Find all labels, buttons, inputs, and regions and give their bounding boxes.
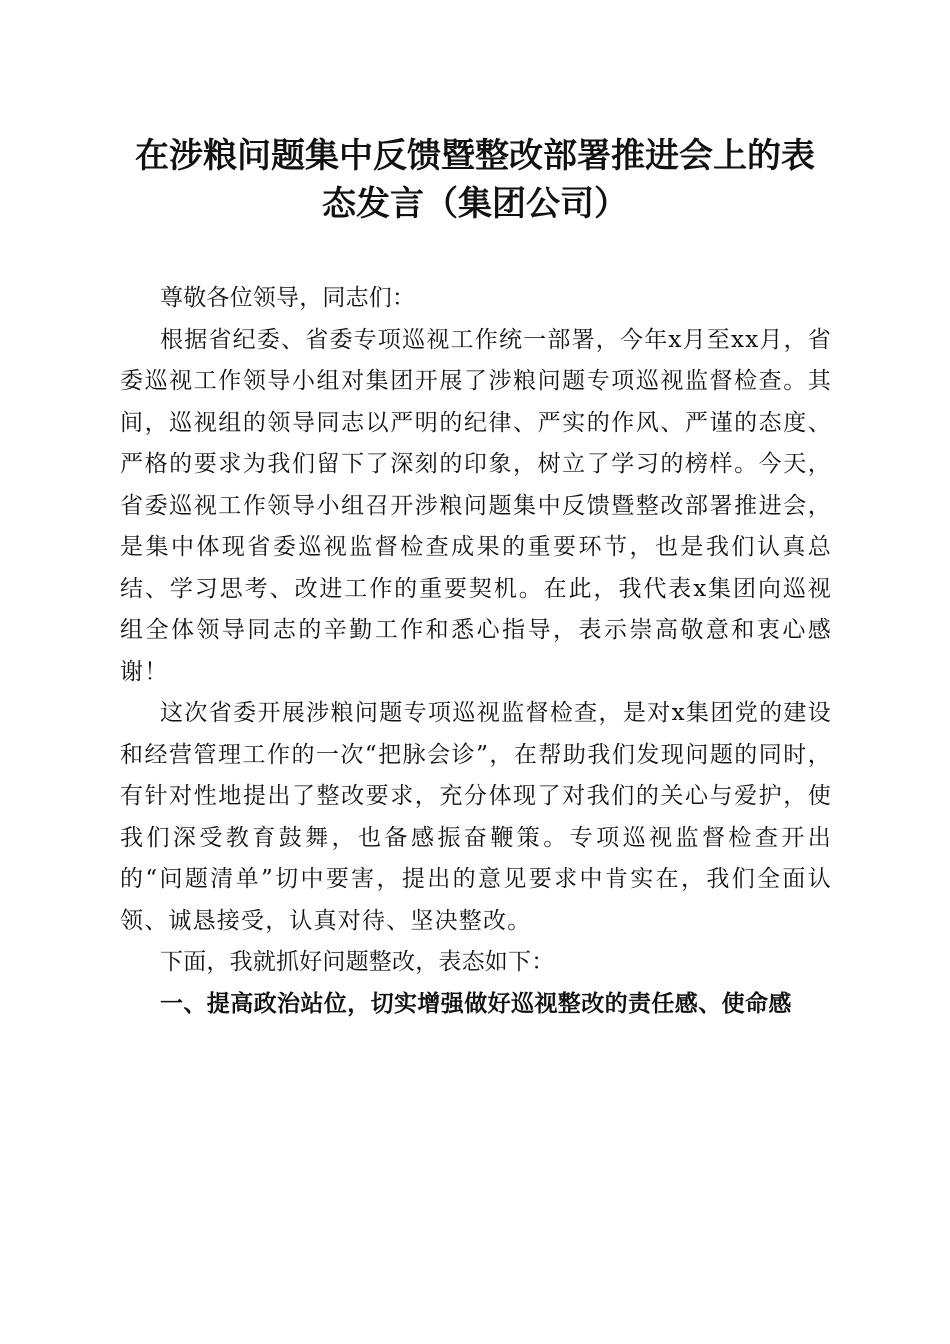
paragraph-3: 下面，我就抓好问题整改，表态如下： <box>160 949 555 975</box>
greeting: 尊敬各位领导，同志们： <box>160 285 416 311</box>
title-line-1: 在涉粮问题集中反馈暨整改部署推进会上的表 <box>135 136 815 176</box>
paragraph-1: 根据省纪委、省委专项巡视工作统一部署，今年x月至xx月，省委巡视工作领导小组对集团开展了涉粮问题专项巡视监督检查。其间，巡视组的领导同志以严明的纪律、严实的作风、严谨的态度、严格的要求为我们留下了深刻的印象，树立了学习的榜样。今天，省委巡视工作领导小组召开涉粮问题集中反馈暨整改部署推进会，是集中体现省委巡视监督检查成果的重要环节，也是我们认真总结、学习思考、改进工作的重要契机。在此，我代表x集团向巡视组全体领导同志的辛勤工作和悉心指导，表示崇高敬意和衷心感谢！ <box>120 326 832 685</box>
document-body <box>120 278 832 1025</box>
title-line-2: 态发言（集团公司） <box>322 184 628 224</box>
paragraph-2: 这次省委开展涉粮问题专项巡视监督检查，是对x集团党的建设和经营管理工作的一次“把脉会诊”，在帮助我们发现问题的同时，有针对性地提出了整改要求，充分体现了对我们的关心与爱护，使我们深受教育鼓舞，也备感振奋鞭策。专项巡视监督检查开出的“问题清单”切中要害，提出的意见要求中肯实在，我们全面认领、诚恳接受，认真对待、坚决整改。 <box>120 700 832 934</box>
section-heading: 一、提高政治站位，切实增强做好巡视整改的责任感、使命感 <box>160 990 792 1017</box>
document-title <box>110 132 840 228</box>
